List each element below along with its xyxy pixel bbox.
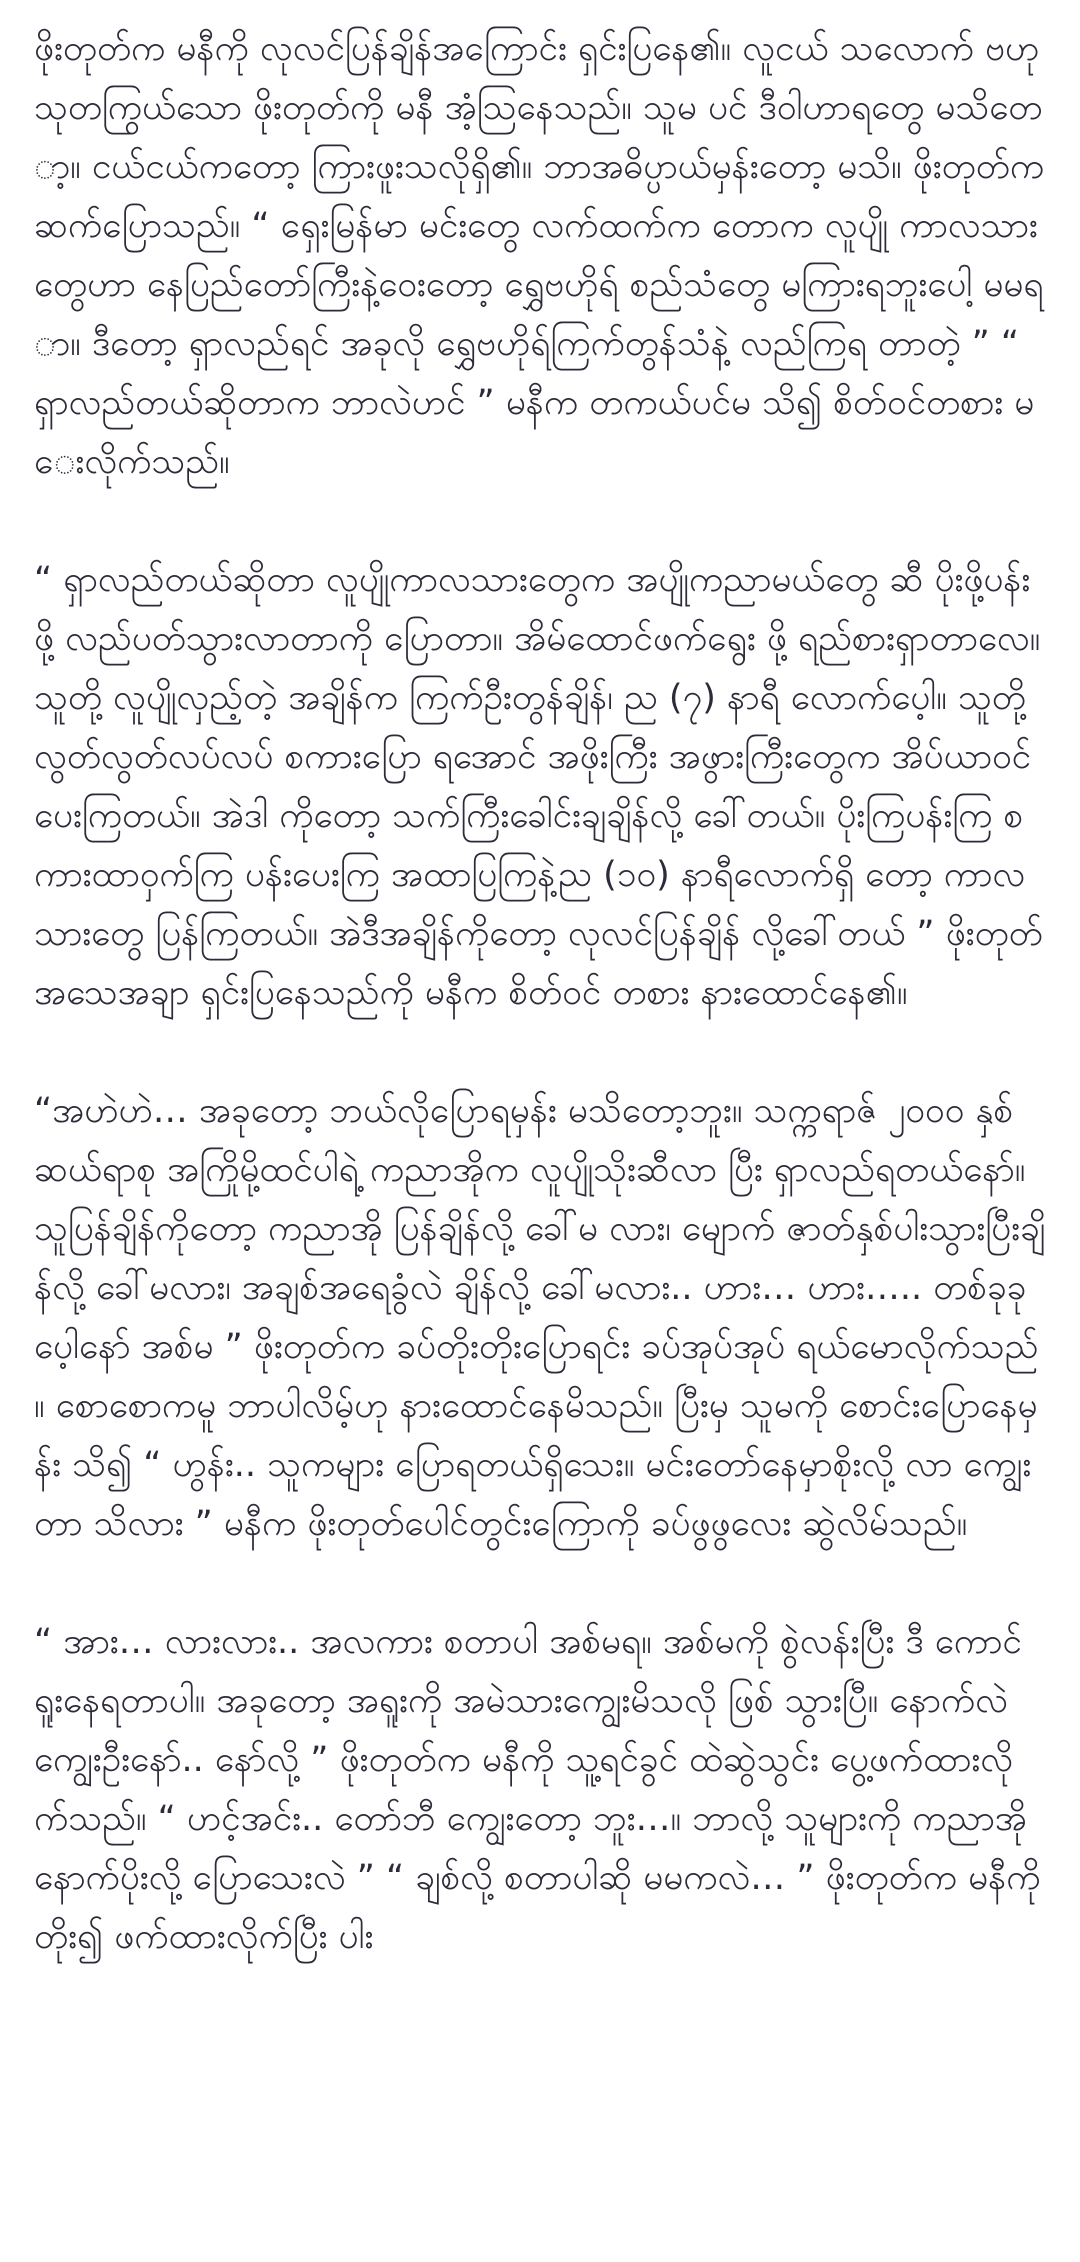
bottom-fade-overlay (0, 2222, 1080, 2262)
story-paragraph-4: “ အား… လားလား.. အလကား စတာပါ အစ်မရ။ အစ်မကို စွဲလန်းပြီး ဒီ ကောင် ရူးနေရတာပါ။ အခုတော့ အရူးကို အမဲသားကျွေးမိသလို ဖြစ် သွားပြီ။ နောက်လဲ ကျွေးဦးနော်.. နော်လို့ ” ဖိုးတုတ်က မနီကို သူ့ရင်ခွင် ထဲဆွဲသွင်း ပွေ့ဖက်ထားလိုက်သည်။ “ ဟင့်အင်း.. တော်ဘီ ကျွေးတော့ ဘူး…။ ဘာလို့ သူများကို ကညာအို နောက်ပိုးလို့ ပြောသေးလဲ ” “ ချစ်လို့ စတာပါဆို မမကလဲ… ” ဖိုးတုတ်က မနီကို တိုး၍ ဖက်ထားလိုက်ပြီး ပါး (34, 1622, 1041, 1957)
story-paragraph-3: “အဟဲဟဲ… အခုတော့ ဘယ်လိုပြောရမှန်း မသိတော့ဘူး။ သက္ကရာဇ် ၂၀၀၀ နှစ် ဆယ်ရာစု အကြိုမို့ထင်ပါရဲ့ ကညာအိုက လူပျိုသိုးဆီလာ ပြီး ရှာလည်ရတယ်နော်။ သူပြန်ချိန်ကိုတော့ ကညာအို ပြန်ချိန်လို့ ခေါ်မ လား၊ မျောက် ဇာတ်နှစ်ပါးသွားပြီးချိန်လို့ ခေါ်မလား၊ အချစ်အရေခွံလဲ ချိန်လို့ ခေါ်မလား.. ဟား… ဟား….. တစ်ခုခုပေ့ါနော် အစ်မ ” ဖိုးတုတ်က ခပ်တိုးတိုးပြောရင်း ခပ်အုပ်အုပ် ရယ်မောလိုက်သည်။ စောစောကမူ ဘာပါလိမ့်ဟု နားထောင်နေမိသည်။ ပြီးမှ သူမကို စောင်းပြောနေမှန်း သိ၍ “ ဟွန်း.. သူကများ ပြောရတယ်ရှိသေး။ မင်းတော်နေမှာစိုးလို့ လာ ကျွေးတာ သိလား ” မနီက ဖိုးတုတ်ပေါင်တွင်းကြောကို ခပ်ဖွဖွလေး ဆွဲလိမ်သည်။ (34, 1091, 1046, 1544)
story-paragraph-1: ဖိုးတုတ်က မနီကို လုလင်ပြန်ချိန်အကြောင်း ရှင်းပြနေ၏။ လူငယ် သလောက် ဗဟုသုတကြွယ်သော ဖိုးတုတ်ကို မနီ အံ့သြနေသည်။ သူမ ပင် ဒီဝါဟာရတွေ မသိတော့။ ငယ်ငယ်ကတော့ ကြားဖူးသလိုရှိ၏။ ဘာအဓိပ္ပာယ်မှန်းတော့ မသိ။ ဖိုးတုတ်က ဆက်ပြောသည်။ “ ရှေးမြန်မာ မင်းတွေ လက်ထက်က တောက လူပျို ကာလသားတွေဟာ နေပြည်တော်ကြီးနဲ့ဝေးတော့ ရွှေဗဟိုရ် စည်သံတွေ မကြားရဘူးပေါ့ မမရာ။ ဒီတော့ ရှာလည်ရင် အခုလို ရွှေဗဟိုရ်ကြက်တွန်သံနဲ့ လည်ကြရ တာတဲ့ ” “ ရှာလည်တယ်ဆိုတာက ဘာလဲဟင် ” မနီက တကယ်ပင်မ သိ၍ စိတ်ဝင်တစား မေးလိုက်သည်။ (34, 29, 1045, 482)
story-paragraph-2: “ ရှာလည်တယ်ဆိုတာ လူပျိုကာလသားတွေက အပျိုကညာမယ်တွေ ဆီ ပိုးဖို့ပန်းဖို့ လည်ပတ်သွားလာတာကို ပြောတာ။ အိမ်ထောင်ဖက်ရွေး ဖို့ ရည်စားရှာတာလေ။ သူတို့ လူပျိုလှည့်တဲ့ အချိန်က ကြက်ဦးတွန်ချိန်၊ ည (၇) နာရီ လောက်ပေ့ါ။ သူတို့ လွတ်လွတ်လပ်လပ် စကားပြော ရအောင် အဖိုးကြီး အဖွားကြီးတွေက အိပ်ယာဝင်ပေးကြတယ်။ အဲဒါ ကိုတော့ သက်ကြီးခေါင်းချချိန်လို့ ခေါ်တယ်။ ပိုးကြပန်းကြ စကားထာဝှက်ကြ ပန်းပေးကြ အထာပြကြနဲ့ည (၁၀) နာရီလောက်ရှိ တော့ ကာလသားတွေ ပြန်ကြတယ်။ အဲဒီအချိန်ကိုတော့ လုလင်ပြန်ချိန် လို့ခေါ်တယ် ” ဖိုးတုတ် အသေအချာ ရှင်းပြနေသည်ကို မနီက စိတ်ဝင် တစား နားထောင်နေ၏။ (34, 560, 1043, 1013)
story-text (34, 20, 1046, 2026)
